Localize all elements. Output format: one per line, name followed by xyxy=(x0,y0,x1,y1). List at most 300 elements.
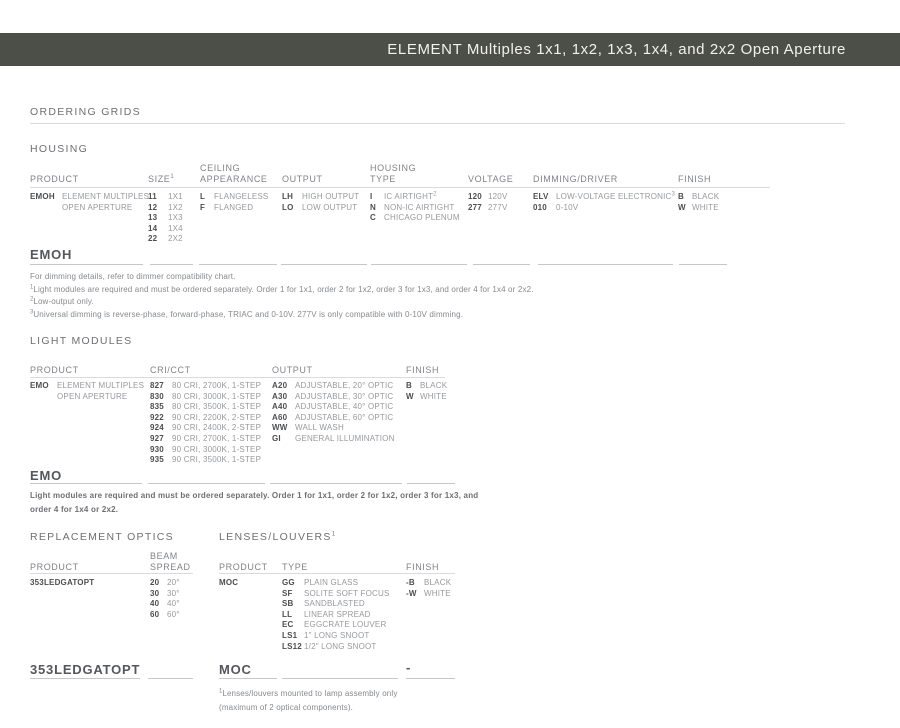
ro-product-cell xyxy=(30,578,94,589)
option-code: 830 xyxy=(150,391,164,401)
order-blank xyxy=(282,678,398,679)
option-desc-text: ADJUSTABLE, 20° OPTIC xyxy=(295,381,394,390)
order-blank xyxy=(30,678,140,679)
option-desc xyxy=(302,203,357,214)
housing-ceiling-options xyxy=(200,192,268,213)
option-code: LS12 xyxy=(282,641,302,651)
option-desc xyxy=(172,381,261,392)
housing-output-options xyxy=(282,192,359,213)
option-code: 924 xyxy=(150,423,164,433)
product-row xyxy=(219,578,238,589)
footnote xyxy=(30,271,534,284)
option-desc-text: BLACK xyxy=(692,192,720,201)
housing-voltage-options xyxy=(468,192,507,213)
lens-header-finish: FINISH xyxy=(406,562,440,572)
option-row xyxy=(272,423,395,434)
option-row xyxy=(150,455,261,466)
option-desc xyxy=(295,381,393,392)
option-desc-text: LOW-VOLTAGE ELECTRONIC xyxy=(556,192,672,201)
order-blank xyxy=(148,678,193,679)
lm-header-product: PRODUCT xyxy=(30,365,79,375)
option-desc-text: WHITE xyxy=(420,391,447,401)
option-desc-text: 90 CRI, 3000K, 1-STEP xyxy=(172,444,262,454)
order-blank xyxy=(270,483,402,484)
footnote-text: (maximum of 2 optical components). xyxy=(219,702,354,712)
option-desc xyxy=(304,610,371,621)
lm-product-cell xyxy=(30,381,144,402)
option-code: C xyxy=(370,213,376,223)
option-code: SB xyxy=(282,599,294,609)
option-code: I xyxy=(370,192,373,201)
option-row xyxy=(406,589,451,600)
option-row xyxy=(282,589,390,600)
housing-header-ceiling xyxy=(200,163,268,185)
option-desc xyxy=(172,392,261,403)
option-row xyxy=(150,578,180,589)
option-desc xyxy=(214,192,268,203)
option-desc xyxy=(420,381,447,392)
option-desc xyxy=(424,589,451,600)
option-desc xyxy=(168,234,183,245)
footnote-text: Light modules are required and must be ordered separately. Order 1 for 1x1, order 2 for 1x2, order 3 for 1x3, and order 4 for 1x4 or 2x2. xyxy=(33,284,534,294)
lenses-section-title-sup: 1 xyxy=(331,531,336,538)
option-desc xyxy=(384,192,437,203)
option-desc-text: WHITE xyxy=(692,202,719,212)
option-desc xyxy=(304,589,390,600)
option-desc-text: 1X2 xyxy=(168,202,183,212)
option-row xyxy=(150,589,180,600)
option-desc-text: 90 CRI, 2200K, 2-STEP xyxy=(172,412,262,422)
product-desc-line1: ELEMENT MULTIPLES xyxy=(57,381,145,390)
option-row xyxy=(200,192,268,203)
housing-header-output: OUTPUT xyxy=(282,174,323,184)
option-row xyxy=(282,599,390,610)
option-desc xyxy=(168,213,183,224)
option-code: -W xyxy=(406,588,417,598)
option-code: B xyxy=(406,381,412,390)
option-code: 11 xyxy=(148,192,157,201)
ordering-grids-heading: ORDERING GRIDS xyxy=(30,106,141,118)
light-modules-section-title: LIGHT MODULES xyxy=(30,335,133,347)
option-desc-text: 90 CRI, 2400K, 2-STEP xyxy=(172,423,262,433)
product-row xyxy=(30,381,144,402)
option-row xyxy=(282,578,390,589)
option-row xyxy=(282,631,390,642)
option-code: W xyxy=(406,391,414,401)
option-desc-text: LINEAR SPREAD xyxy=(304,609,371,619)
order-blank xyxy=(30,264,143,265)
option-desc xyxy=(304,599,365,610)
option-code: 827 xyxy=(150,381,164,390)
option-desc xyxy=(172,423,261,434)
order-blank xyxy=(371,264,467,265)
option-row xyxy=(150,413,261,424)
product-code: EMOH xyxy=(30,192,55,201)
option-desc-text: 2X2 xyxy=(168,234,183,244)
option-code: A40 xyxy=(272,402,288,412)
option-code: 922 xyxy=(150,412,164,422)
heading-rule xyxy=(30,123,845,124)
order-blank xyxy=(150,264,193,265)
option-row xyxy=(150,610,180,621)
product-row xyxy=(30,192,149,213)
option-desc xyxy=(172,413,261,424)
option-desc-sup: 3 xyxy=(671,191,675,198)
option-code: 927 xyxy=(150,433,164,443)
housing-order-code: EMOH xyxy=(30,247,73,262)
option-row xyxy=(148,192,183,203)
option-row xyxy=(282,192,359,203)
option-desc-text: FLANGELESS xyxy=(214,192,269,201)
lens-order-dash: - xyxy=(406,660,412,675)
lm-note-line2: order 4 for 1x4 or 2x2. xyxy=(30,505,119,514)
option-row xyxy=(468,203,507,214)
option-row xyxy=(150,402,261,413)
order-blank xyxy=(538,264,673,265)
product-code: EMO xyxy=(30,381,49,390)
lm-output-options xyxy=(272,381,395,445)
option-desc-text: WHITE xyxy=(424,588,451,598)
housing-product-cell xyxy=(30,192,149,213)
option-row xyxy=(406,578,451,589)
footnote xyxy=(219,701,397,715)
option-code: WW xyxy=(272,423,288,433)
option-desc-text: 80 CRI, 2700K, 1-STEP xyxy=(172,381,262,390)
order-blank xyxy=(406,678,455,679)
option-desc-text: LOW OUTPUT xyxy=(302,202,358,212)
option-desc xyxy=(295,402,393,413)
option-desc xyxy=(295,423,344,434)
housing-header-size-sup: 1 xyxy=(170,174,174,180)
option-code: LO xyxy=(282,202,294,212)
option-row xyxy=(533,192,675,203)
option-row xyxy=(272,413,395,424)
page-title: ELEMENT Multiples 1x1, 1x2, 1x3, 1x4, and 2x2 Open Aperture xyxy=(387,41,846,58)
option-row xyxy=(272,381,395,392)
option-desc-text: EGGCRATE LOUVER xyxy=(304,620,387,630)
option-code: LS1 xyxy=(282,630,298,640)
housing-header-voltage: VOLTAGE xyxy=(468,174,514,184)
option-row xyxy=(282,610,390,621)
option-desc xyxy=(304,620,386,631)
lm-order-code: EMO xyxy=(30,468,63,483)
option-row xyxy=(148,213,183,224)
option-desc-text: 120V xyxy=(488,192,508,201)
lm-cri-options xyxy=(150,381,261,466)
product-desc xyxy=(62,192,149,213)
option-desc xyxy=(172,402,261,413)
product-code: MOC xyxy=(219,578,239,587)
option-desc-text: PLAIN GLASS xyxy=(304,578,359,587)
option-desc xyxy=(556,203,578,214)
option-row xyxy=(148,234,183,245)
housing-header-dimming: DIMMING/DRIVER xyxy=(533,174,618,184)
housing-finish-options xyxy=(678,192,719,213)
option-desc-text: NON-IC AIRTIGHT xyxy=(384,202,455,212)
option-code: F xyxy=(200,202,206,212)
housing-header-type-line1: HOUSING xyxy=(370,163,417,173)
housing-footnotes xyxy=(30,271,534,321)
option-desc-text: ADJUSTABLE, 40° OPTIC xyxy=(295,402,394,412)
ro-header-product: PRODUCT xyxy=(30,562,79,572)
lens-type-options xyxy=(282,578,390,652)
option-desc-text: HIGH OUTPUT xyxy=(302,192,360,201)
option-desc xyxy=(167,599,180,610)
lens-footnote xyxy=(219,687,397,714)
option-code: 20 xyxy=(150,578,160,587)
option-row xyxy=(272,434,395,445)
option-code: GG xyxy=(282,578,295,587)
lens-header-type: TYPE xyxy=(282,562,308,572)
option-desc-text: 40° xyxy=(167,599,180,609)
option-desc-sup: 2 xyxy=(433,191,437,198)
option-row xyxy=(406,392,447,403)
option-code: LL xyxy=(282,609,293,619)
option-desc xyxy=(692,192,719,203)
option-code: ELV xyxy=(533,192,549,201)
option-desc xyxy=(168,224,183,235)
lenses-section-title xyxy=(219,531,335,543)
footnote xyxy=(30,296,534,309)
option-code: 935 xyxy=(150,455,164,465)
product-desc xyxy=(57,381,144,402)
option-desc xyxy=(168,192,183,203)
product-code: 353LEDGATOPT xyxy=(30,578,95,587)
footnote-text: For dimming details, refer to dimmer compatibility chart. xyxy=(30,272,236,281)
lm-header-rule xyxy=(30,377,445,378)
housing-type-options xyxy=(370,192,460,224)
option-row xyxy=(370,213,460,224)
option-code: GI xyxy=(272,433,281,443)
option-desc-text: FLANGED xyxy=(214,202,254,212)
option-row xyxy=(370,203,460,214)
order-blank xyxy=(199,264,277,265)
option-desc xyxy=(304,578,358,589)
footnote-sup: 1 xyxy=(30,283,34,290)
housing-header-size-text: SIZE xyxy=(148,174,171,184)
housing-header-rule xyxy=(30,187,770,188)
option-desc xyxy=(304,642,377,653)
option-desc xyxy=(168,203,183,214)
option-code: -B xyxy=(406,578,415,587)
option-row xyxy=(150,423,261,434)
option-code: SF xyxy=(282,588,293,598)
option-row xyxy=(678,192,719,203)
option-code: 13 xyxy=(148,213,158,223)
footnote xyxy=(219,687,397,701)
lm-finish-options xyxy=(406,381,447,402)
housing-section-title: HOUSING xyxy=(30,143,89,155)
option-code: N xyxy=(370,202,376,212)
option-code: A20 xyxy=(272,381,288,390)
housing-dimming-options xyxy=(533,192,675,213)
option-row xyxy=(148,203,183,214)
product-row xyxy=(30,578,94,589)
option-desc-text: BLACK xyxy=(420,381,448,390)
option-desc-text: 1X1 xyxy=(168,192,183,201)
option-row xyxy=(150,381,261,392)
option-code: 010 xyxy=(533,202,547,212)
option-desc-text: 1/2" LONG SNOOT xyxy=(304,641,377,651)
option-desc xyxy=(172,445,261,456)
lm-note xyxy=(30,489,478,517)
footnote-sup: 3 xyxy=(30,308,34,315)
option-desc xyxy=(295,413,393,424)
housing-header-size xyxy=(148,174,174,185)
option-desc xyxy=(304,631,369,642)
option-desc-text: IC AIRTIGHT xyxy=(384,192,434,201)
option-row xyxy=(150,599,180,610)
option-desc-text: 60° xyxy=(167,609,180,619)
option-code: 835 xyxy=(150,402,164,412)
ro-header-rule xyxy=(30,573,193,574)
housing-header-product: PRODUCT xyxy=(30,174,79,184)
option-desc xyxy=(295,434,395,445)
ro-order-code: 353LEDGATOPT xyxy=(30,662,141,677)
option-desc-text: GENERAL ILLUMINATION xyxy=(295,433,395,443)
option-desc-text: 1X3 xyxy=(168,213,183,223)
option-desc xyxy=(384,213,460,224)
option-desc xyxy=(488,192,507,203)
option-desc-text: ADJUSTABLE, 60° OPTIC xyxy=(295,412,394,422)
footnote-text: Low-output only. xyxy=(33,297,94,306)
option-desc xyxy=(424,578,451,589)
ro-beam-options xyxy=(150,578,180,620)
option-code: 277 xyxy=(468,202,482,212)
option-desc-text: ADJUSTABLE, 30° OPTIC xyxy=(295,391,394,401)
option-row xyxy=(468,192,507,203)
option-desc-text: BLACK xyxy=(424,578,452,587)
option-row xyxy=(282,203,359,214)
housing-header-finish: FINISH xyxy=(678,174,712,184)
order-blank xyxy=(219,678,277,679)
option-code: 14 xyxy=(148,223,158,233)
option-code: 30 xyxy=(150,588,160,598)
option-desc xyxy=(172,434,261,445)
product-desc-line1: ELEMENT MULTIPLES xyxy=(62,192,150,201)
lm-header-output: OUTPUT xyxy=(272,365,313,375)
option-desc-text: 20° xyxy=(167,578,180,587)
option-code: LH xyxy=(282,192,294,201)
option-row xyxy=(678,203,719,214)
option-desc-text: SOLITE SOFT FOCUS xyxy=(304,588,390,598)
footnote-sup: 2 xyxy=(30,296,34,303)
option-desc-text: 90 CRI, 3500K, 1-STEP xyxy=(172,455,262,465)
option-desc-text: 30° xyxy=(167,588,180,598)
option-desc-text: CHICAGO PLENUM xyxy=(384,213,460,223)
option-row xyxy=(200,203,268,214)
housing-header-type-line2: TYPE xyxy=(370,174,396,184)
option-desc xyxy=(295,392,393,403)
housing-size-options xyxy=(148,192,183,245)
option-row xyxy=(150,392,261,403)
option-code: W xyxy=(678,202,686,212)
option-desc xyxy=(167,578,180,589)
lm-note-line1: Light modules are required and must be ordered separately. Order 1 for 1x1, order 2 for 1x2, order 3 for 1x3, and xyxy=(30,491,479,500)
order-blank xyxy=(407,483,455,484)
housing-header-type xyxy=(370,163,416,185)
option-row xyxy=(282,620,390,631)
order-blank xyxy=(30,483,142,484)
option-row xyxy=(370,192,460,203)
option-desc xyxy=(167,610,180,621)
option-code: B xyxy=(678,192,684,201)
order-blank xyxy=(473,264,530,265)
product-desc-line2: OPEN APERTURE xyxy=(62,202,133,212)
option-desc xyxy=(167,589,180,600)
option-code: A60 xyxy=(272,412,288,422)
order-blank xyxy=(281,264,367,265)
footnote-text: Lenses/louvers mounted to lamp assembly only xyxy=(222,689,398,698)
option-desc xyxy=(214,203,253,214)
housing-header-ceiling-line2: APPEARANCE xyxy=(200,174,268,184)
ro-header-beam xyxy=(150,551,191,573)
footnote xyxy=(30,309,534,322)
product-desc-line2: OPEN APERTURE xyxy=(57,391,128,401)
lens-header-product: PRODUCT xyxy=(219,562,268,572)
option-row xyxy=(272,402,395,413)
option-code: 60 xyxy=(150,609,160,619)
replacement-optics-section-title: REPLACEMENT OPTICS xyxy=(30,531,174,543)
order-blank xyxy=(148,483,265,484)
option-code: 22 xyxy=(148,234,158,244)
option-desc-text: 0-10V xyxy=(556,202,579,212)
footnote-text: Universal dimming is reverse-phase, forward-phase, TRIAC and 0-10V. 277V is only compatible with 0-10V dimming. xyxy=(33,309,464,319)
lm-header-finish: FINISH xyxy=(406,365,440,375)
option-desc xyxy=(556,192,675,203)
option-desc xyxy=(384,203,454,214)
option-desc-text: 90 CRI, 2700K, 1-STEP xyxy=(172,433,262,443)
option-desc-text: 1X4 xyxy=(168,223,183,233)
housing-header-ceiling-line1: CEILING xyxy=(200,163,241,173)
option-row xyxy=(150,445,261,456)
option-desc xyxy=(692,203,719,214)
title-bar xyxy=(0,33,900,66)
footnote-sup: 1 xyxy=(219,688,223,695)
ro-header-beam-line2: SPREAD xyxy=(150,562,191,572)
option-row xyxy=(282,642,390,653)
option-row xyxy=(406,381,447,392)
order-blank xyxy=(679,264,727,265)
lm-header-cri: CRI/CCT xyxy=(150,365,191,375)
option-desc-text: SANDBLASTED xyxy=(304,599,365,609)
option-row xyxy=(150,434,261,445)
ro-header-beam-line1: BEAM xyxy=(150,551,178,561)
option-desc xyxy=(172,455,261,466)
option-desc xyxy=(420,392,447,403)
option-code: 930 xyxy=(150,444,164,454)
option-row xyxy=(148,224,183,235)
option-code: 120 xyxy=(468,192,482,201)
lens-order-code: MOC xyxy=(219,662,252,677)
option-row xyxy=(272,392,395,403)
option-desc-text: 277V xyxy=(488,202,508,212)
option-desc-text: WALL WASH xyxy=(295,423,344,433)
option-code: 40 xyxy=(150,599,160,609)
option-code: EC xyxy=(282,620,294,630)
lens-finish-options xyxy=(406,578,451,599)
option-code: A30 xyxy=(272,391,288,401)
option-row xyxy=(533,203,675,214)
option-desc-text: 80 CRI, 3000K, 1-STEP xyxy=(172,391,262,401)
option-desc xyxy=(488,203,507,214)
option-code: 12 xyxy=(148,202,158,212)
option-desc xyxy=(302,192,359,203)
lenses-section-title-text: LENSES/LOUVERS xyxy=(219,531,332,543)
option-desc-text: 80 CRI, 3500K, 1-STEP xyxy=(172,402,262,412)
lens-product-cell xyxy=(219,578,238,589)
footnote xyxy=(30,284,534,297)
